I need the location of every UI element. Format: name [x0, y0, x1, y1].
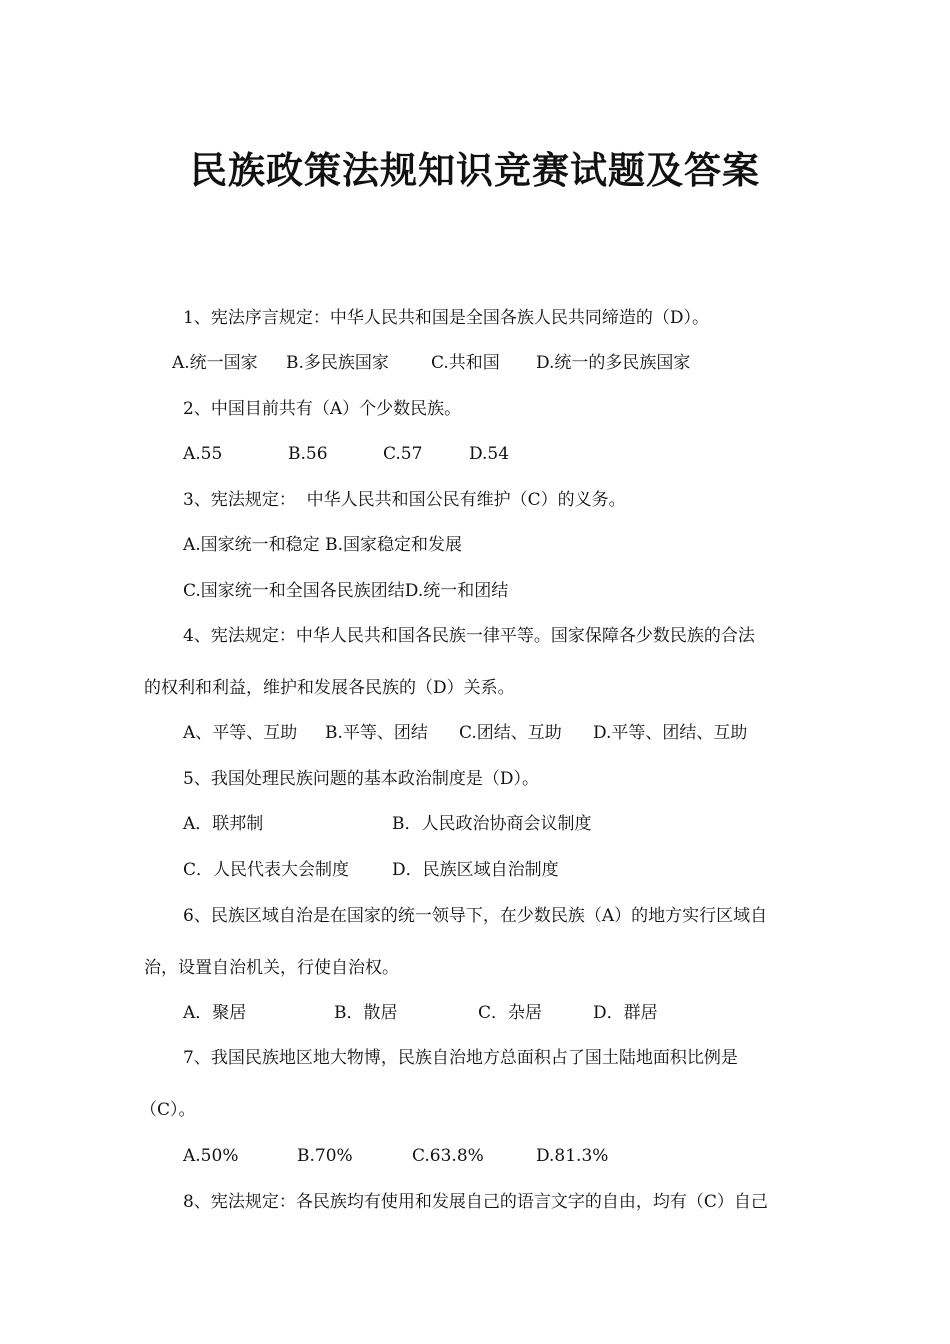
question-1-options	[0, 351, 950, 375]
question-6-options	[0, 1001, 950, 1025]
question-5-options-row-1	[0, 812, 950, 836]
q1-option-c: C.共和国	[431, 353, 500, 373]
q2-option-b: B.56	[288, 444, 328, 464]
question-5-stem: 5、我国处理民族问题的基本政治制度是（D）。	[183, 769, 539, 789]
question-7-stem-line-2: （C）。	[140, 1100, 196, 1120]
q1-option-d: D.统一的多民族国家	[536, 353, 691, 373]
q2-option-d: D.54	[469, 444, 510, 464]
q6-option-d: D．群居	[593, 1003, 658, 1023]
question-4-options	[0, 721, 950, 745]
q1-option-a: A.统一国家	[172, 353, 258, 373]
q4-option-a: A、平等、互助	[183, 723, 298, 743]
question-4-stem-line-2: 的权利和利益，维护和发展各民族的（D）关系。	[144, 678, 515, 698]
q5-option-a: A．联邦制	[183, 814, 264, 834]
question-1-stem: 1、宪法序言规定：中华人民共和国是全国各族人民共同缔造的（D）。	[183, 308, 709, 328]
q4-option-d: D.平等、团结、互助	[593, 723, 748, 743]
question-2-options	[0, 442, 950, 466]
question-7-options	[0, 1144, 950, 1168]
q4-option-c: C.团结、互助	[459, 723, 562, 743]
q6-option-a: A．聚居	[183, 1003, 247, 1023]
question-2-stem: 2、中国目前共有（A）个少数民族。	[183, 399, 462, 419]
question-4-stem-line-1: 4、宪法规定：中华人民共和国各民族一律平等。国家保障各少数民族的合法	[183, 626, 755, 646]
q2-option-a: A.55	[183, 444, 223, 464]
q7-option-b: B.70%	[297, 1146, 353, 1166]
q1-option-b: B.多民族国家	[286, 353, 389, 373]
question-8-stem-line-1: 8、宪法规定：各民族均有使用和发展自己的语言文字的自由，均有（C）自己	[183, 1192, 768, 1212]
q7-option-c: C.63.8%	[412, 1146, 484, 1166]
q4-option-b: B.平等、团结	[325, 723, 428, 743]
question-3-options-line-1: A.国家统一和稳定 B.国家稳定和发展	[183, 535, 462, 555]
q2-option-c: C.57	[383, 444, 423, 464]
question-6-stem-line-1: 6、民族区域自治是在国家的统一领导下，在少数民族（A）的地方实行区域自	[183, 906, 768, 926]
question-3-options-line-2: C.国家统一和全国各民族团结D.统一和团结	[183, 581, 509, 601]
question-7-stem-line-1: 7、我国民族地区地大物博，民族自治地方总面积占了国土陆地面积比例是	[183, 1048, 738, 1068]
q5-option-c: C．人民代表大会制度	[183, 860, 350, 880]
q7-option-d: D.81.3%	[536, 1146, 609, 1166]
question-3-stem: 3、宪法规定： 中华人民共和国公民有维护（C）的义务。	[183, 490, 626, 510]
q6-option-c: C．杂居	[478, 1003, 543, 1023]
document-title: 民族政策法规知识竞赛试题及答案	[190, 148, 760, 192]
q6-option-b: B．散居	[334, 1003, 398, 1023]
q7-option-a: A.50%	[183, 1146, 239, 1166]
question-5-options-row-2	[0, 858, 950, 882]
q5-option-b: B．人民政治协商会议制度	[392, 814, 592, 834]
question-6-stem-line-2: 治，设置自治机关，行使自治权。	[144, 958, 399, 978]
q5-option-d: D．民族区域自治制度	[392, 860, 559, 880]
